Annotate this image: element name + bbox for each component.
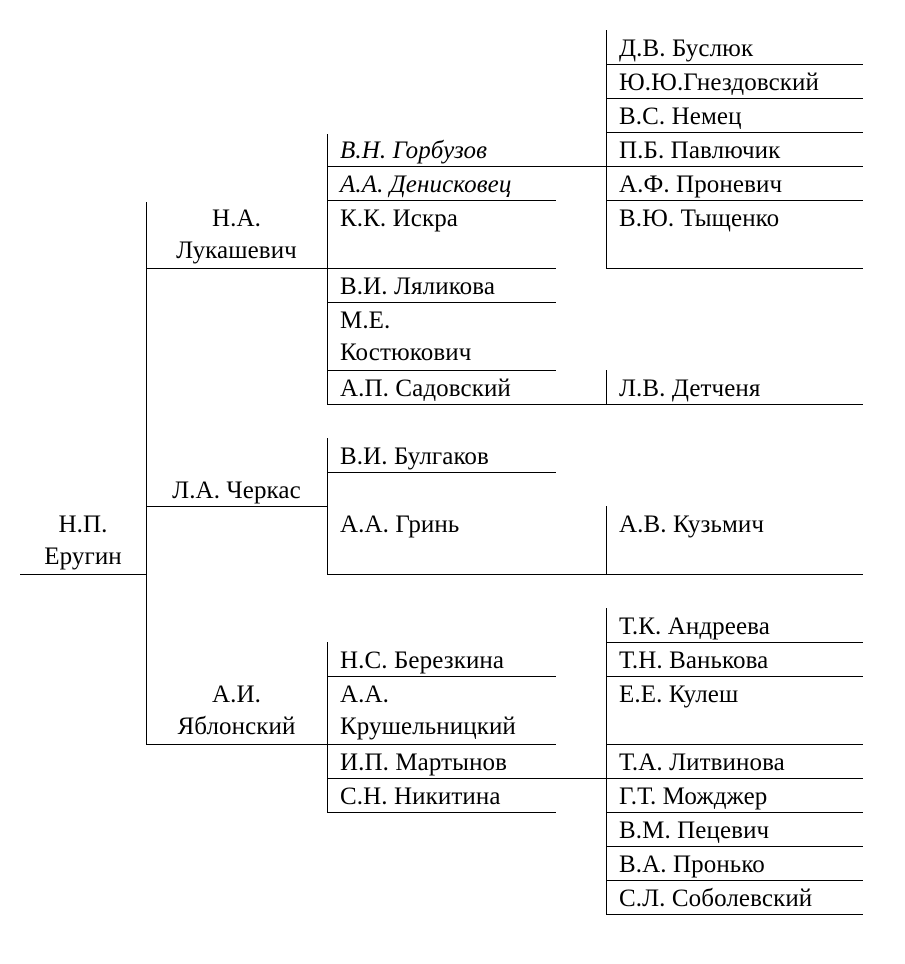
grin-name: А.А. Гринь (340, 511, 460, 538)
root-underline (20, 574, 146, 575)
deniskovets-name: А.А. Денисковец (340, 171, 512, 198)
lukashevich-children-line (327, 134, 328, 405)
gnezdovsky-name: Ю.Ю.Гнездовский (619, 69, 819, 96)
kuzmich-name: А.В. Кузьмич (619, 511, 765, 538)
sobolevsky-name: С.Л. Соболевский (619, 885, 813, 912)
kulesh-name: Е.Е. Кулеш (619, 681, 739, 708)
lukashevich-initials: Н.А. (211, 205, 261, 232)
root-trunk-line (146, 202, 147, 745)
iskra-name: К.К. Искра (340, 205, 458, 232)
petsevich-name: В.М. Пецевич (619, 817, 770, 844)
root-name-surname: Еругин (44, 543, 122, 570)
lyalikova-name: В.И. Ляликова (340, 273, 496, 300)
pronevich-name: А.Ф. Проневич (619, 171, 783, 198)
pronko-name: В.А. Пронько (619, 851, 765, 878)
yablonsky-surname: Яблонский (177, 713, 296, 740)
andreeva-name: Т.К. Андреева (619, 613, 770, 640)
nikitina-name: С.Н. Никитина (340, 783, 501, 810)
lukashevich-surname: Лукашевич (176, 237, 297, 264)
root-name-initials: Н.П. (58, 511, 108, 538)
grin-children-line (606, 506, 607, 575)
pavlyuchik-name: П.Б. Павлючик (619, 137, 781, 164)
litvinova-name: Т.А. Литвинова (619, 749, 785, 776)
tyshchenko-underline (606, 268, 863, 269)
mozhdzher-name: Г.Т. Можджер (619, 783, 768, 810)
sadovsky-children-line (606, 370, 607, 405)
grin-underline (327, 574, 863, 575)
buslyuk-name: Д.В. Буслюк (619, 35, 754, 62)
lukashevich-underline (146, 268, 556, 269)
detchenya-name: Л.В. Детченя (619, 375, 761, 402)
yablonsky-children-line (327, 642, 328, 813)
martynov-children-line (606, 744, 607, 915)
kostyukovich-initials: М.Е. (340, 307, 391, 334)
gorbuzov-children-line (606, 30, 607, 269)
vankova-name: Т.Н. Ванькова (619, 647, 769, 674)
bulgakov-name: В.И. Булгаков (340, 443, 489, 470)
kostyukovich-surname: Костюкович (340, 339, 472, 366)
kostyukovich-underline (327, 370, 556, 371)
krushelnitsky-surname: Крушельницкий (340, 713, 516, 740)
yablonsky-underline (146, 744, 556, 745)
sadovsky-name: А.П. Садовский (340, 375, 511, 402)
nemets-name: В.С. Немец (619, 103, 742, 130)
gorbuzov-name: В.Н. Горбузов (340, 137, 488, 164)
cherkas-children-line (327, 438, 328, 575)
yablonsky-initials: А.И. (211, 681, 261, 708)
berezkina-name: Н.С. Березкина (340, 647, 505, 674)
krushelnitsky-initials: А.А. (340, 681, 390, 708)
kulesh-underline (606, 744, 863, 745)
cherkas-name: Л.А. Черкас (172, 477, 301, 504)
tyshchenko-name: В.Ю. Тыщенко (619, 205, 780, 232)
martynov-name: И.П. Мартынов (340, 749, 508, 776)
